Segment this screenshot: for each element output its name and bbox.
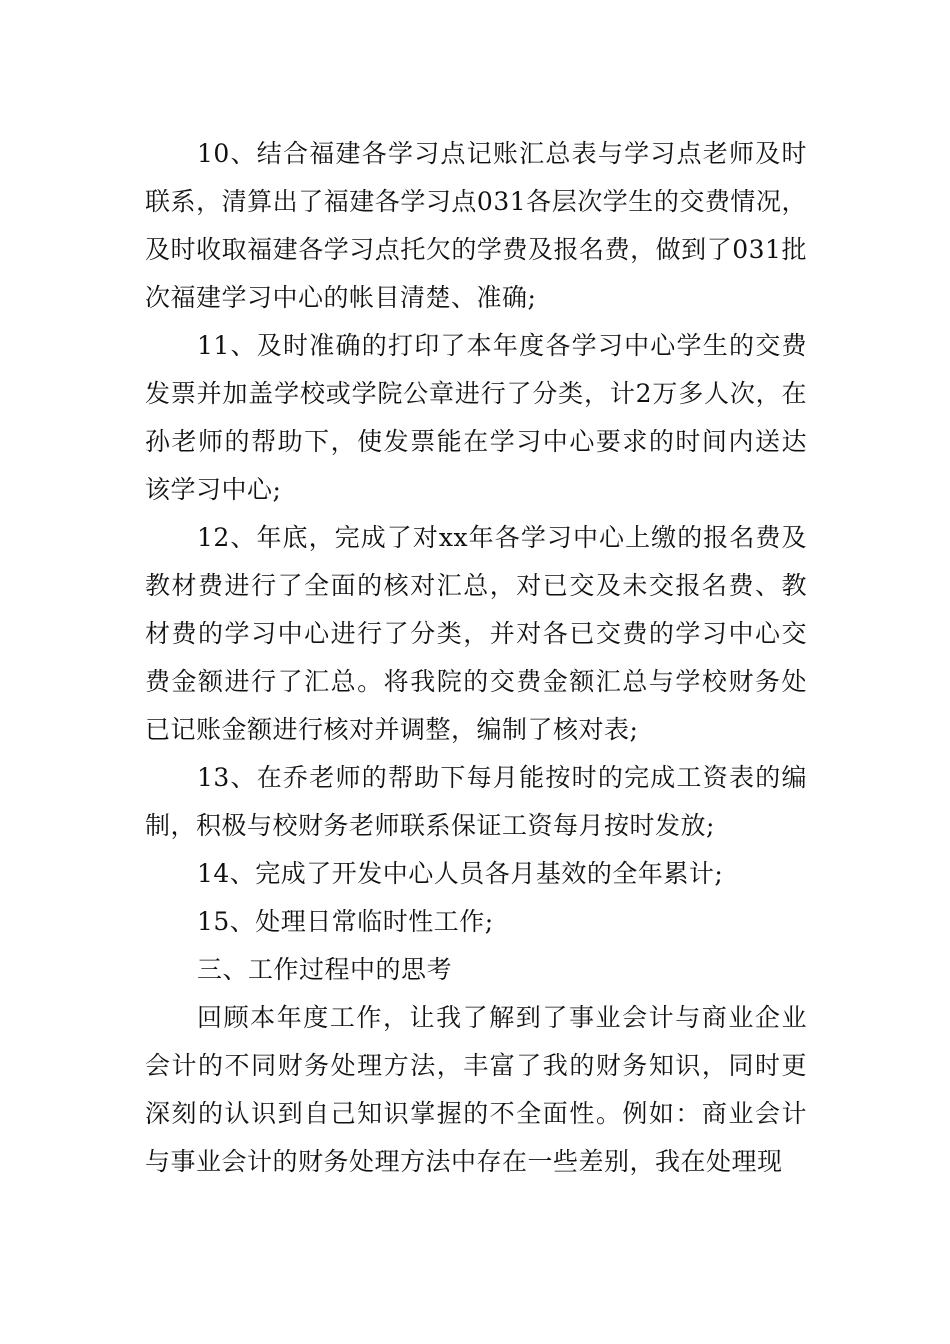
paragraph-item-15: 15、处理日常临时性工作; bbox=[197, 907, 494, 936]
section-heading: 三、工作过程中的思考 bbox=[197, 955, 453, 984]
paragraph-item-12: 12、年底，完成了对xx年各学习中心上缴的报名费及教材费进行了全面的核对汇总，对已交及未交报名费、教材费的学习中心进行了分类，并对各已交费的学习中心交费金额进行了汇总。将我院的交费金额汇总与学校财务处已记账金额进行核对并调整，编制了核对表; bbox=[145, 523, 807, 744]
document-body bbox=[145, 130, 807, 1186]
paragraph-item-14: 14、完成了开发中心人员各月基效的全年累计; bbox=[197, 859, 724, 888]
paragraph-item-13: 13、在乔老师的帮助下每月能按时的完成工资表的编制，积极与校财务老师联系保证工资每月按时发放; bbox=[145, 763, 807, 840]
paragraph-review: 回顾本年度工作，让我了解到了事业会计与商业企业会计的不同财务处理方法，丰富了我的财务知识，同时更深刻的认识到自己知识掌握的不全面性。例如：商业会计与事业会计的财务处理方法中存在一些差别，我在处理现 bbox=[145, 1003, 807, 1176]
paragraph-item-10: 10、结合福建各学习点记账汇总表与学习点老师及时联系，清算出了福建各学习点031各层次学生的交费情况，及时收取福建各学习点托欠的学费及报名费，做到了031批次福建学习中心的帐目清楚、准确; bbox=[145, 139, 807, 312]
paragraph-item-11: 11、及时准确的打印了本年度各学习中心学生的交费发票并加盖学校或学院公章进行了分类，计2万多人次，在孙老师的帮助下，使发票能在学习中心要求的时间内送达该学习中心; bbox=[145, 331, 807, 504]
